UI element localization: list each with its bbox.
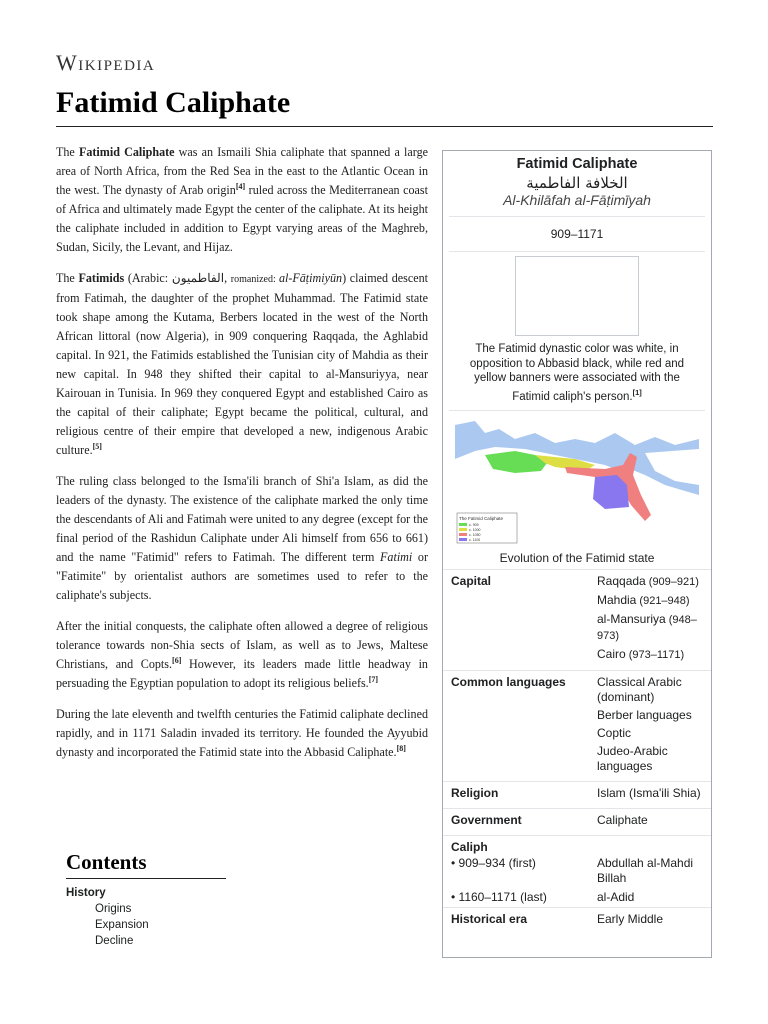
paragraph-tolerance: After the initial conquests, the caliphate often allowed a degree of religious tolerance towards non-Shia sects of Islam, as well as to Jews, Maltese Christians, and Copts.[6] However, its leaders made little headway in persuading the Egyptian population to adopt its religious beliefs.[7] <box>56 619 428 690</box>
flag-caption: The Fatimid dynastic color was white, in opposition to Abbasid black, while red and yellow banners were associated with the Fatimid caliph's person.[1] <box>469 343 685 403</box>
citation-link[interactable]: [4] <box>235 181 246 191</box>
contents-heading: Contents <box>66 850 226 879</box>
article-body <box>56 143 428 774</box>
legend-label: c. 1050 <box>469 532 481 537</box>
map-legend-title: The Fatimid Caliphate <box>459 515 504 521</box>
government-value[interactable]: Caliphate <box>597 812 648 827</box>
legend-swatch-green <box>459 523 467 526</box>
capital-item: Raqqada (909–921) <box>597 573 699 588</box>
infobox-romanized-name: Al-Khilāfah al-Fāṭimīyah <box>503 192 651 208</box>
citation-link[interactable]: [6] <box>172 655 182 665</box>
caliph-row-last: • 1160–1171 (last) al-Adid <box>451 889 635 904</box>
paragraph-intro: The Fatimid Caliphate was an Ismaili Shia caliphate that spanned a large area of North Africa, from the Red Sea in the east to the Atlantic Ocean in the west. The dynasty of Arab origin[4] ruled across the Mediterranean coast of Africa and ultimately made Egypt the center of the caliphate. At its height the caliphate included in addition to Egypt varying areas of the Maghreb, Sudan, Sicily, the Levant, and Hijaz. <box>56 145 428 254</box>
infobox-row-caliph: Caliph <box>443 835 711 854</box>
paragraph-decline: During the late eleventh and twelfth centuries the Fatimid caliphate declined rapidly, and in 1171 Saladin invaded its territory. He founded the Ayyubid dynasty and incorporated the Fatimid state into the Abbasid Caliphate.[8] <box>56 707 428 759</box>
toc-item-decline[interactable]: Decline <box>95 935 134 947</box>
infobox-title: Fatimid Caliphate <box>516 156 638 172</box>
language-item[interactable]: Classical Arabic (dominant) <box>597 674 682 704</box>
capital-item: al-Mansuriya (948–973) <box>597 611 697 642</box>
language-item[interactable]: Berber languages <box>597 707 692 722</box>
legend-label: c. 909 <box>469 522 479 527</box>
legend-label: c. 1100 <box>469 537 481 542</box>
infobox-arabic-name: الخلافة الفاطمية <box>526 174 628 192</box>
citation-link[interactable]: [1] <box>632 387 642 397</box>
flag-image[interactable] <box>515 256 639 336</box>
caliph-row-first: • 909–934 (first) Abdullah al-Mahdi Billah <box>451 855 694 885</box>
paragraph-ruling-class: The ruling class belonged to the Isma'ili branch of Shi'a Islam, as did the leaders of the dynasty. The existence of the caliphate marked the only time the descendants of Ali and Fatimah were united to any degree (except for the final period of the Rashidun Caliphate under Ali himself from 656 to 661) and the name "Fatimid" refers to Fatimah. The different term Fatimi or "Fatimite" by orientalist authors are sometimes used to refer to the caliphate's subjects. <box>56 474 428 602</box>
language-item[interactable]: Coptic <box>597 725 632 740</box>
infobox-row-capital: Capital Raqqada (909–921) Mahdia (921–948) al-Mansuriya (948–973) Cairo (973–1171) <box>443 569 711 670</box>
era-value[interactable]: Early Middle <box>597 911 664 926</box>
infobox <box>442 150 712 958</box>
fatimid-map[interactable] <box>455 415 699 549</box>
infobox-row-religion: Religion Islam (Isma'ili Shia) <box>443 781 711 808</box>
capital-item: Cairo (973–1171) <box>597 646 685 661</box>
citation-link[interactable]: [8] <box>396 743 406 753</box>
map-legend <box>457 513 517 543</box>
toc-item-history[interactable]: History <box>66 887 106 899</box>
citation-link[interactable]: [5] <box>92 441 102 451</box>
title-underline <box>56 126 713 127</box>
citation-link[interactable]: [7] <box>368 674 379 684</box>
religion-value[interactable]: Islam (Isma'ili Shia) <box>597 785 701 800</box>
map-caption: Evolution of the Fatimid state <box>499 550 655 565</box>
infobox-row-languages: Common languages Classical Arabic (dominant) Berber languages Coptic Judeo-Arabic languages <box>443 670 711 781</box>
legend-swatch-yellow <box>459 528 467 531</box>
table-of-contents <box>66 850 226 947</box>
toc-item-expansion[interactable]: Expansion <box>95 919 149 931</box>
legend-swatch-red <box>459 533 467 536</box>
page-title: Fatimid Caliphate <box>56 86 291 119</box>
wikipedia-wordmark[interactable]: Wikipedia <box>56 50 156 75</box>
infobox-row-government: Government Caliphate <box>443 808 711 835</box>
capital-item: Mahdia (921–948) <box>597 592 690 607</box>
toc-item-origins[interactable]: Origins <box>95 903 132 915</box>
infobox-years: 909–1171 <box>550 227 604 241</box>
paragraph-origins: The Fatimids (Arabic: الفاطميون, romanized: al-Fāṭimiyūn) claimed descent from Fatimah, the daughter of the prophet Muhammad. The Fatimid state took shape among the Kutama, Berbers located in the west of the North African littoral (now Algeria), in 909 conquering Raqqada, the Aghlabid capital. In 921, the Fatimids established the Tunisian city of Mahdia as their new capital. In 948 they shifted their capital to al-Mansuriyya, near Kairouan in Tunisia. In 969 they conquered Egypt and established Cairo as the capital of their caliphate; Egypt became the political, cultural, and religious centre of their empire that developed a new, indigenous Arabic culture.[5] <box>56 271 429 457</box>
legend-swatch-purple <box>459 538 467 541</box>
legend-label: c. 1000 <box>469 527 481 532</box>
language-item[interactable]: Judeo-Arabic languages <box>597 743 668 773</box>
infobox-row-era: Historical era Early Middle <box>443 907 711 934</box>
